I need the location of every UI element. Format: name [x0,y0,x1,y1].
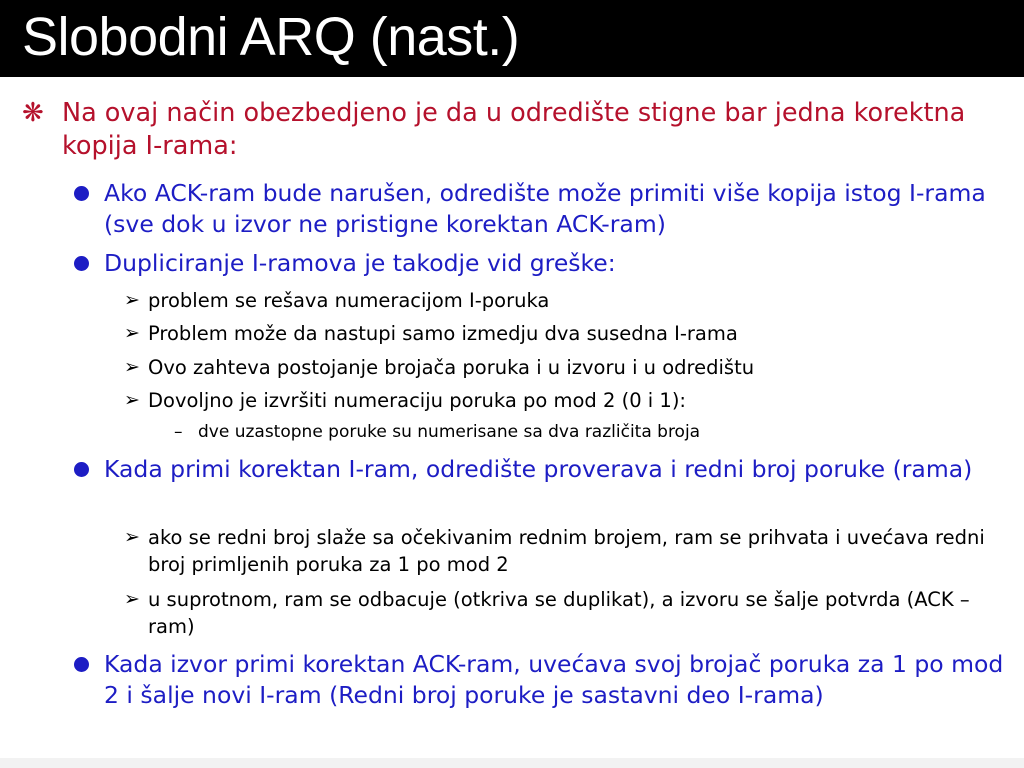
bullet-l3-text: problem se rešava numeracijom I-poruka [148,289,550,312]
arrow-bullet-icon: ➢ [124,588,140,610]
asterisk-bullet-icon: ❋ [22,98,44,128]
bullet-l2-text: Dupliciranje I-ramova je takodje vid greške: [104,249,616,277]
bullet-l3-text: Dovoljno je izvršiti numeraciju poruka po mod 2 (0 i 1): [148,389,687,412]
bullet-l2-text: Kada primi korektan I-ram, odredište proverava i redni broj poruke (rama) [104,455,973,483]
dot-bullet-icon [74,186,89,201]
footer-strip [0,758,1024,768]
bullet-l3-text: u suprotnom, ram se odbacuje (otkriva se duplikat), a izvoru se šalje potvrda (ACK –ram) [148,588,970,638]
bullet-l3-text: Problem može da nastupi samo izmedju dva susedna I-rama [148,322,738,345]
dot-bullet-icon [74,462,89,477]
bullet-l3-text: Ovo zahteva postojanje brojača poruka i u izvoru i u odredištu [148,356,755,379]
bullet-l1-text: Na ovaj način obezbedjeno je da u odredište stigne bar jedna korektna kopija I-rama: [62,98,966,161]
bullet-l2-text: Kada izvor primi korektan ACK-ram, uvećava svoj brojač poruka za 1 po mod 2 i šalje novi I-ram (Redni broj poruke je sastavni deo I-rama) [104,650,1004,709]
slide-title: Slobodni ARQ (nast.) [22,7,520,67]
bullet-l2-text: Ako ACK-ram bude narušen, odredište može primiti više kopija istog I-rama (sve dok u izvor ne pristigne korektan ACK-ram) [104,179,986,238]
arrow-bullet-icon: ➢ [124,526,140,548]
bullet-l4-text: dve uzastopne poruke su numerisane sa dva različita broja [198,422,701,442]
dot-bullet-icon [74,657,89,672]
arrow-bullet-icon: ➢ [124,389,140,411]
arrow-bullet-icon: ➢ [124,289,140,311]
title-bar [0,0,1024,77]
bullet-l3-text: ako se redni broj slaže sa očekivanim rednim brojem, ram se prihvata i uvećava redni broj primljenih poruka za 1 po mod 2 [148,526,985,576]
arrow-bullet-icon: ➢ [124,356,140,378]
dash-bullet-icon: – [174,422,183,442]
arrow-bullet-icon: ➢ [124,322,140,344]
dot-bullet-icon [74,256,89,271]
